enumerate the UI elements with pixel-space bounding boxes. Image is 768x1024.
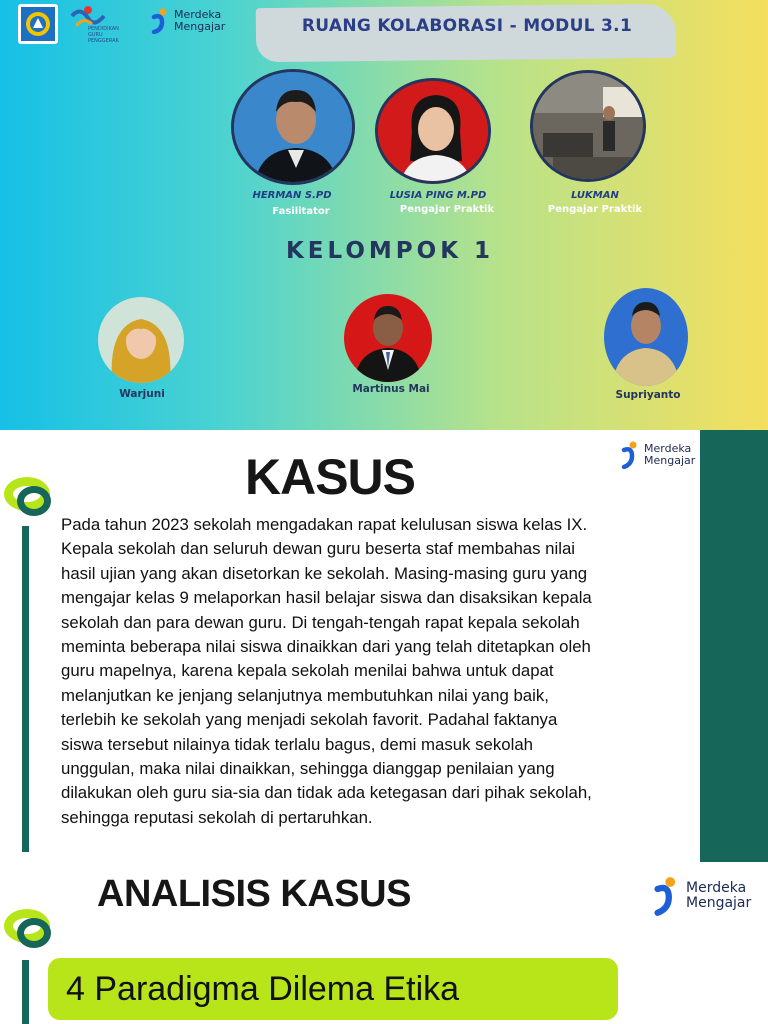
analysis-accent-line — [22, 960, 29, 1024]
facilitator-role-lusia: Pengajar Praktik — [399, 204, 495, 215]
merdeka-mengajar-logo-icon — [150, 8, 170, 34]
case-line: terlebih ke sekolah yang menjadi sekolah favorit. Padahal faktanya — [61, 710, 558, 730]
brand-line-2: Mengajar — [644, 454, 696, 467]
case-line: sehingga reputasi sekolah di pertaruhkan. — [61, 807, 373, 827]
facilitator-name-lukman: LUKMAN — [571, 190, 619, 201]
member-name-martinus: Martinus Mai — [352, 383, 430, 395]
case-line: Kepala sekolah dan seluruh dewan guru beserta staf membahas nilai — [61, 539, 576, 559]
ring-icon — [4, 909, 50, 943]
group-title: KELOMPOK 1 — [285, 238, 495, 264]
brand-line-1: Merdeka — [174, 8, 222, 22]
ring-icon — [4, 477, 50, 511]
facilitator-photo-lusia — [375, 78, 491, 184]
facilitator-name-herman: HERMAN S.PD — [252, 190, 332, 201]
facilitator-role-herman: Fasilitator — [272, 206, 330, 217]
case-line: siswa tersebut nilainya tidak terlalu bagus, demi masuk sekolah — [61, 734, 533, 754]
right-accent-bar — [700, 430, 768, 862]
guru-penggerak-logo-icon — [68, 2, 128, 46]
collaboration-banner — [0, 0, 768, 430]
guru-penggerak-text: PENDIDIKAN GURU PENGGERAK — [88, 26, 119, 44]
merdeka-mengajar-logo-icon — [620, 441, 640, 469]
member-photo-martinus — [344, 294, 432, 382]
merdeka-mengajar-logo-analysis — [652, 876, 751, 916]
analysis-title: ANALISIS KASUS — [97, 873, 411, 915]
facilitator-role-lukman: Pengajar Praktik — [547, 204, 643, 215]
case-line: unggulan, maka nilai dinaikkan, sehingga dianggap penilaian yang — [61, 759, 555, 779]
member-name-supriyanto: Supriyanto — [615, 389, 681, 401]
member-name-warjuni: Warjuni — [119, 388, 165, 400]
tut-wuri-logo-icon — [18, 4, 58, 44]
case-line: sekolah dan para dewan guru. Di tengah-tengah rapat kepala sekolah — [61, 612, 580, 632]
brand-line-1: Merdeka — [686, 880, 747, 897]
case-accent-line — [22, 526, 29, 852]
page-title: RUANG KOLABORASI - MODUL 3.1 — [301, 16, 633, 36]
case-line: mengajar kelas 9 melaporkan hasil belajar siswa dan disaksikan kepala — [61, 588, 592, 608]
merdeka-mengajar-logo-case — [620, 441, 695, 469]
case-line: melanjutkan ke jenjang selanjutnya membutuhkan nilai yang baik, — [61, 685, 549, 705]
case-line: guru mapelnya, karena kepala sekolah menilai bahwa untuk dapat — [61, 661, 554, 681]
merdeka-mengajar-logo-icon — [652, 876, 680, 916]
facilitator-name-lusia: LUSIA PING M.PD — [389, 190, 487, 201]
case-line: hasil ujian yang akan disetorkan ke sekolah. Masing-masing guru yang — [61, 563, 588, 583]
merdeka-mengajar-logo — [150, 8, 225, 34]
case-line: Pada tahun 2023 sekolah mengadakan rapat kelulusan siswa kelas IX. — [61, 515, 588, 534]
facilitator-photo-herman — [231, 69, 355, 185]
facilitator-photo-lukman — [530, 70, 646, 182]
paradigm-heading: 4 Paradigma Dilema Etika — [48, 958, 618, 1020]
member-photo-supriyanto — [604, 288, 688, 386]
member-photo-warjuni — [98, 297, 184, 383]
brand-line-1: Merdeka — [644, 442, 692, 456]
case-line: dilakukan oleh guru sia-sia dan tidak ada ketegasan dari pihak sekolah, — [61, 783, 592, 803]
brand-line-2: Mengajar — [686, 895, 752, 911]
case-description — [61, 513, 691, 830]
case-title: KASUS — [244, 449, 416, 505]
brand-line-2: Mengajar — [174, 20, 226, 33]
case-line: meminta beberapa nilai siswa dinaikkan dari yang telah ditetapkan oleh — [61, 637, 591, 657]
